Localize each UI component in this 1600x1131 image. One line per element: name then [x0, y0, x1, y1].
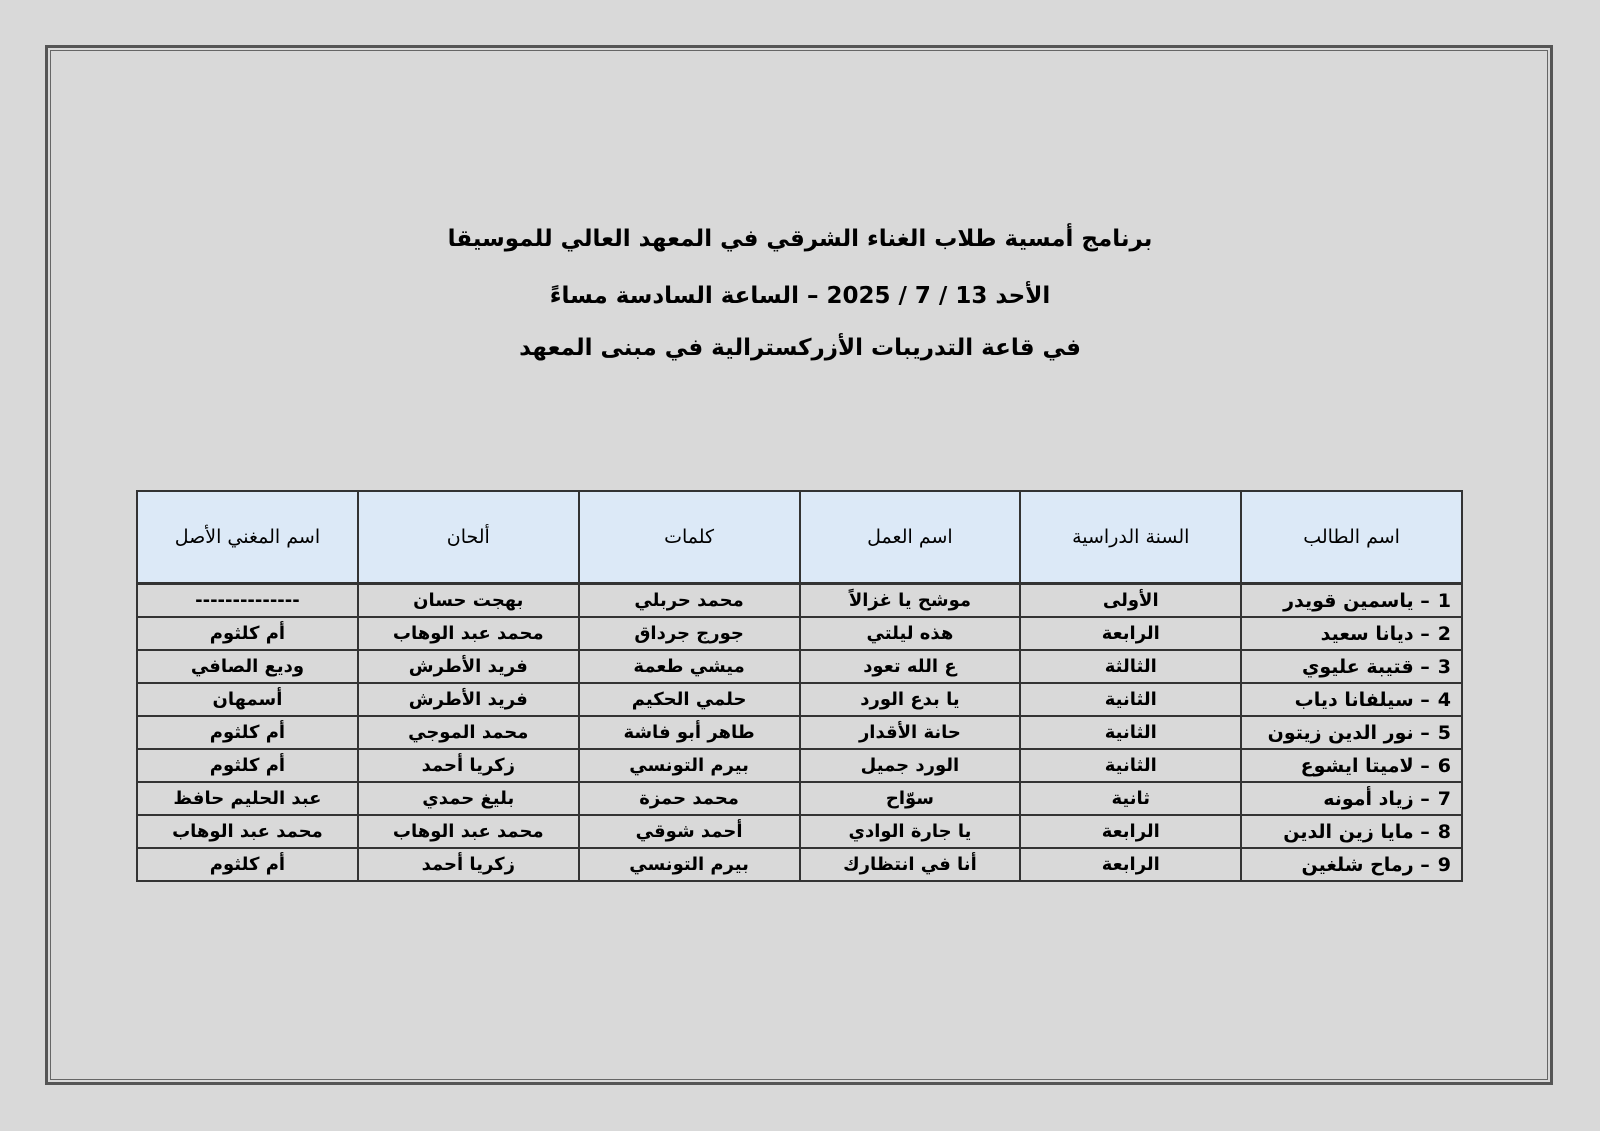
cell-year: الثالثة [1020, 650, 1241, 683]
cell-work: هذه ليلتي [800, 617, 1021, 650]
table-row [137, 650, 1462, 683]
cell-lyrics: ميشي طعمة [579, 650, 800, 683]
table-row [137, 716, 1462, 749]
table-row [137, 749, 1462, 782]
cell-year: ثانية [1020, 782, 1241, 815]
cell-student [1241, 716, 1462, 749]
cell-original-singer: محمد عبد الوهاب [137, 815, 358, 848]
cell-composer: زكريا أحمد [358, 749, 579, 782]
cell-student [1241, 848, 1462, 881]
cell-lyrics: جورج جرداق [579, 617, 800, 650]
cell-lyrics: طاهر أبو فاشة [579, 716, 800, 749]
cell-year: الرابعة [1020, 617, 1241, 650]
table-row [137, 617, 1462, 650]
student-name: ديانا سعيد [1320, 622, 1414, 645]
cell-student [1241, 650, 1462, 683]
row-number: 6 [1437, 754, 1451, 777]
row-dash: – [1420, 754, 1430, 777]
cell-work: يا جارة الوادي [800, 815, 1021, 848]
row-number: 5 [1437, 721, 1451, 744]
cell-composer: فريد الأطرش [358, 683, 579, 716]
column-header-year: السنة الدراسية [1020, 491, 1241, 584]
cell-student [1241, 584, 1462, 618]
cell-year: الثانية [1020, 749, 1241, 782]
student-name: مايا زين الدين [1283, 820, 1414, 843]
row-dash: – [1420, 721, 1430, 744]
cell-work: موشح يا غزالاً [800, 584, 1021, 618]
cell-original-singer: أم كلثوم [137, 749, 358, 782]
event-date-time: الأحد 13 / 7 / 2025 – الساعة السادسة مساءً [549, 283, 1051, 309]
cell-work: سوّاح [800, 782, 1021, 815]
row-number: 2 [1437, 622, 1451, 645]
cell-lyrics: بيرم التونسي [579, 848, 800, 881]
cell-lyrics: بيرم التونسي [579, 749, 800, 782]
row-dash: – [1420, 853, 1430, 876]
column-header-student: اسم الطالب [1241, 491, 1462, 584]
student-name: زياد أمونه [1323, 787, 1414, 810]
cell-student [1241, 782, 1462, 815]
row-dash: – [1420, 787, 1430, 810]
cell-year: الثانية [1020, 683, 1241, 716]
cell-year: الأولى [1020, 584, 1241, 618]
row-dash: – [1420, 589, 1430, 612]
row-number: 8 [1437, 820, 1451, 843]
cell-composer: بليغ حمدي [358, 782, 579, 815]
cell-original-singer: -------------- [137, 584, 358, 618]
column-header-original-singer: اسم المغني الأصل [137, 491, 358, 584]
table-row [137, 584, 1462, 618]
program-title: برنامج أمسية طلاب الغناء الشرقي في المعهد العالي للموسيقا [447, 226, 1153, 252]
cell-lyrics: محمد حمزة [579, 782, 800, 815]
column-header-lyrics: كلمات [579, 491, 800, 584]
row-dash: – [1420, 622, 1430, 645]
student-name: ياسمين قويدر [1283, 589, 1414, 612]
row-dash: – [1420, 688, 1430, 711]
row-dash: – [1420, 820, 1430, 843]
student-name: رماح شلغين [1301, 853, 1414, 876]
cell-composer: محمد الموجي [358, 716, 579, 749]
cell-work: ع الله تعود [800, 650, 1021, 683]
row-number: 3 [1437, 655, 1451, 678]
cell-lyrics: محمد حربلي [579, 584, 800, 618]
student-name: نور الدين زيتون [1267, 721, 1414, 744]
cell-work: يا بدع الورد [800, 683, 1021, 716]
table-row [137, 815, 1462, 848]
cell-work: أنا في انتظارك [800, 848, 1021, 881]
cell-lyrics: أحمد شوقي [579, 815, 800, 848]
cell-composer: محمد عبد الوهاب [358, 617, 579, 650]
event-venue: في قاعة التدريبات الأزركسترالية في مبنى المعهد [519, 335, 1081, 361]
row-number: 1 [1437, 589, 1451, 612]
cell-year: الرابعة [1020, 848, 1241, 881]
column-header-composer: ألحان [358, 491, 579, 584]
cell-original-singer: وديع الصافي [137, 650, 358, 683]
row-number: 9 [1437, 853, 1451, 876]
cell-year: الرابعة [1020, 815, 1241, 848]
cell-work: الورد جميل [800, 749, 1021, 782]
cell-composer: محمد عبد الوهاب [358, 815, 579, 848]
student-name: قتيبة عليوي [1301, 655, 1414, 678]
cell-composer: فريد الأطرش [358, 650, 579, 683]
cell-original-singer: أم كلثوم [137, 617, 358, 650]
cell-student [1241, 683, 1462, 716]
row-dash: – [1420, 655, 1430, 678]
cell-year: الثانية [1020, 716, 1241, 749]
table-row [137, 683, 1462, 716]
cell-student [1241, 815, 1462, 848]
student-name: لاميتا ايشوع [1300, 754, 1414, 777]
cell-composer: بهجت حسان [358, 584, 579, 618]
cell-original-singer: أم كلثوم [137, 848, 358, 881]
row-number: 7 [1437, 787, 1451, 810]
row-number: 4 [1437, 688, 1451, 711]
cell-work: حانة الأقدار [800, 716, 1021, 749]
cell-original-singer: أم كلثوم [137, 716, 358, 749]
cell-original-singer: أسمهان [137, 683, 358, 716]
cell-lyrics: حلمي الحكيم [579, 683, 800, 716]
cell-student [1241, 617, 1462, 650]
program-table [136, 490, 1463, 882]
table-header-row [137, 491, 1462, 584]
cell-student [1241, 749, 1462, 782]
column-header-work: اسم العمل [800, 491, 1021, 584]
table-row [137, 848, 1462, 881]
student-name: سيلفانا دياب [1294, 688, 1414, 711]
cell-original-singer: عبد الحليم حافظ [137, 782, 358, 815]
cell-composer: زكريا أحمد [358, 848, 579, 881]
table-row [137, 782, 1462, 815]
